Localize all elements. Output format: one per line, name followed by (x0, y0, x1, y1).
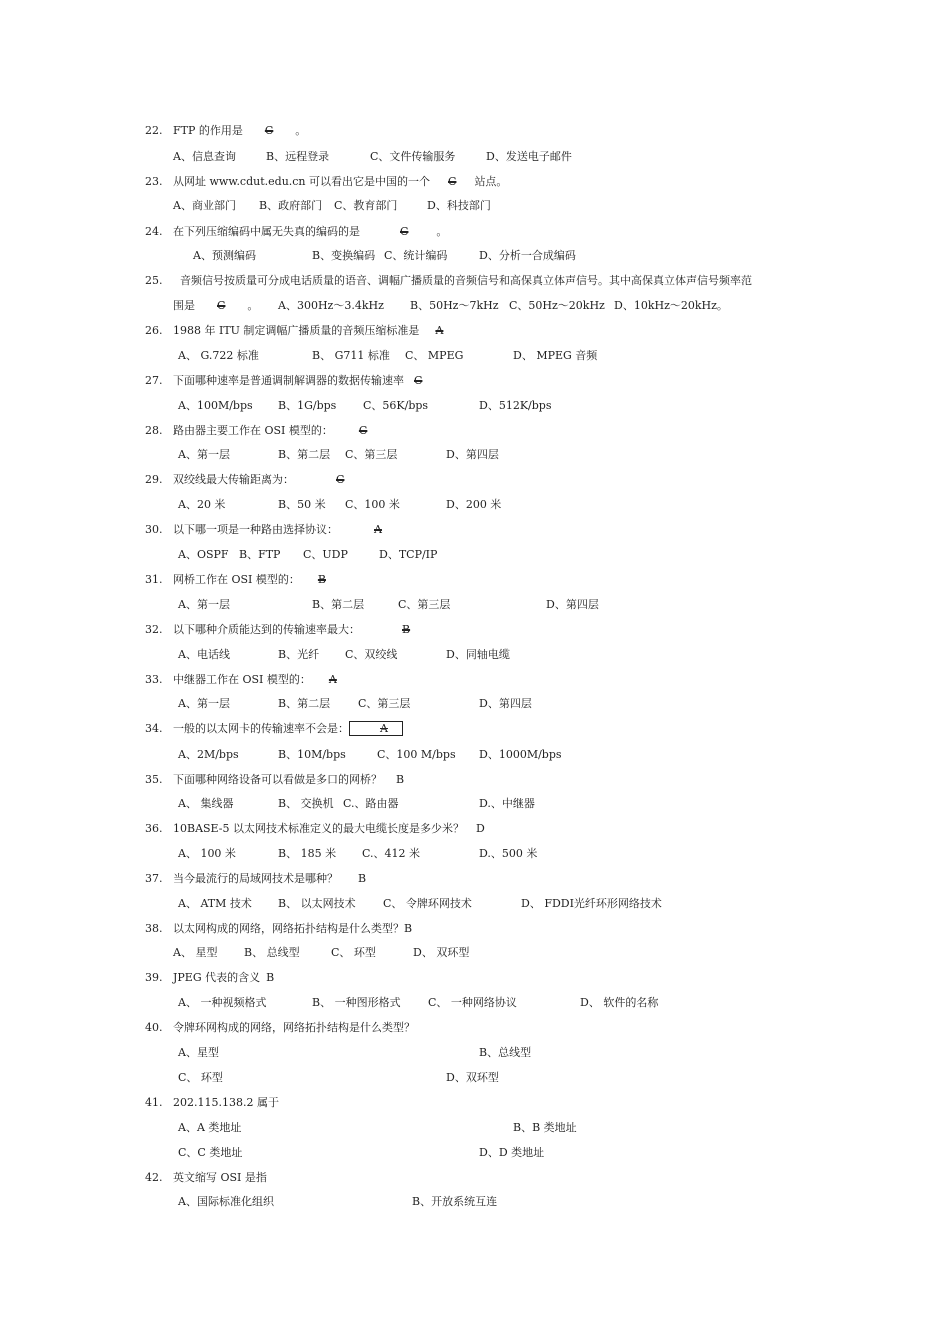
option-d: D、同轴电缆 (446, 648, 510, 661)
option-a: A、 G.722 标准 (178, 349, 259, 362)
question-number: 25. (145, 274, 163, 287)
question-number: 22. (145, 124, 163, 137)
stem-tail: 。 (247, 299, 259, 312)
option-c: C、100 M/bps (377, 748, 456, 761)
answer-mark: C (217, 299, 226, 312)
option-b: B、 以太网技术 (278, 897, 356, 910)
option-d: D.、中继器 (479, 797, 535, 810)
answer-box: A (349, 721, 403, 736)
stem-tail: 。 (436, 225, 448, 238)
option-b: B、政府部门 (259, 199, 323, 212)
option-a: A、第一层 (178, 697, 230, 710)
option-c: C、第三层 (398, 598, 451, 611)
stem-text: 下面哪种速率是普通调制解调器的数据传输速率 (173, 374, 404, 387)
option-d: D、200 米 (446, 498, 502, 511)
option-c: C、 令牌环网技术 (383, 897, 472, 910)
answer-mark: B (266, 971, 275, 984)
option-a: A、电话线 (178, 648, 230, 661)
option-d: D、D 类地址 (479, 1146, 545, 1159)
question-stem (173, 473, 364, 487)
option-b: B、B 类地址 (513, 1121, 577, 1134)
question-stem (173, 822, 485, 836)
option-d: D、512K/bps (479, 399, 552, 412)
stem-tail: 。 (295, 124, 307, 137)
answer-mark: B (358, 872, 367, 885)
option-a: A、第一层 (178, 598, 230, 611)
option-c: C.、412 米 (362, 847, 421, 860)
answer-mark: A (435, 324, 444, 337)
option-a: A、100M/bps (178, 399, 253, 412)
option-b: B、 总线型 (244, 946, 300, 959)
option-c: C、56K/bps (363, 399, 429, 412)
stem-text: 当今最流行的局域网技术是哪种？ (173, 872, 338, 885)
question-number: 23. (145, 175, 163, 188)
option-a: A、国际标准化组织 (178, 1195, 274, 1208)
option-b: B、FTP (239, 548, 281, 561)
stem-text: 下面哪种网络设备可以看做是多口的网桥？ (173, 773, 382, 786)
stem-text: 路由器主要工作在 OSI 模型的： (173, 424, 333, 437)
option-a: A、商业部门 (173, 199, 236, 212)
question-number: 41. (145, 1096, 163, 1109)
stem-text: 1988 年 ITU 制定调幅广播质量的音频压缩标准是 (173, 324, 420, 337)
option-d: D、科技部门 (427, 199, 491, 212)
option-d: D、 MPEG 音频 (513, 349, 598, 362)
option-a: A、300Hz～3.4kHz (278, 299, 384, 312)
stem-text: 从网址 www.cdut.edu.cn 可以看出它是中国的一个 (173, 175, 431, 188)
option-d: D、 FDDI光纤环形网络技术 (521, 897, 662, 910)
question-number: 32. (145, 623, 163, 636)
option-d: D、1000M/bps (479, 748, 562, 761)
question-number: 27. (145, 374, 163, 387)
option-b: B、1G/bps (278, 399, 337, 412)
option-b: B、10M/bps (278, 748, 346, 761)
option-c: C、C 类地址 (178, 1146, 243, 1159)
stem-text: 一般的以太网卡的传输速率不会是： (173, 722, 349, 735)
option-b: B、 185 米 (278, 847, 337, 860)
stem-text: 中继器工作在 OSI 模型的： (173, 673, 311, 686)
answer-mark: C (448, 175, 457, 188)
answer-mark: C (358, 424, 368, 437)
option-b: B、总线型 (479, 1046, 532, 1059)
option-a: A、预测编码 (193, 249, 256, 262)
question-stem (173, 573, 354, 587)
question-stem (173, 922, 412, 936)
question-number: 35. (145, 773, 163, 786)
answer-mark: C (336, 473, 345, 486)
option-c: C、 环型 (331, 946, 376, 959)
question-stem (173, 623, 428, 637)
question-number: 29. (145, 473, 163, 486)
option-b: B、开放系统互连 (412, 1195, 498, 1208)
option-b: B、变换编码 (312, 249, 376, 262)
stem-text: 围是 (173, 299, 195, 312)
option-c: C、50Hz～20kHz (509, 299, 605, 312)
question-stem (173, 124, 306, 138)
answer-mark: B (317, 573, 326, 586)
question-number: 31. (145, 573, 163, 586)
option-c: C.、路由器 (343, 797, 399, 810)
question-stem (173, 324, 573, 338)
question-number: 34. (145, 722, 163, 735)
question-stem (173, 673, 361, 687)
option-a: A、 一种视频格式 (178, 996, 267, 1009)
answer-mark: B (396, 773, 405, 786)
stem-text: 网桥工作在 OSI 模型的： (173, 573, 300, 586)
stem-text: 以太网构成的网络，网络拓扑结构是什么类型？ (173, 922, 404, 935)
question-number: 39. (145, 971, 163, 984)
option-d: D、TCP/IP (379, 548, 438, 561)
option-d: D、10kHz～20kHz。 (614, 299, 728, 312)
option-a: A、A 类地址 (178, 1121, 242, 1134)
option-b: B、50 米 (278, 498, 326, 511)
question-number: 36. (145, 822, 163, 835)
question-number: 28. (145, 424, 163, 437)
option-d: D、 双环型 (413, 946, 470, 959)
option-a: A、 星型 (173, 946, 218, 959)
option-a: A、OSPF (178, 548, 229, 561)
question-stem (173, 225, 447, 239)
question-number: 37. (145, 872, 163, 885)
stem-text: 以下哪一项是一种路由选择协议： (173, 523, 338, 536)
option-b: B、50Hz～7kHz (410, 299, 499, 312)
option-c: C、 一种网络协议 (428, 996, 517, 1009)
option-d: D、第四层 (446, 448, 499, 461)
option-c: C、 MPEG (405, 349, 464, 362)
question-stem (173, 971, 274, 985)
answer-mark: A (374, 523, 382, 536)
question-number: 26. (145, 324, 163, 337)
stem-tail: 站点。 (474, 175, 508, 188)
answer-mark: A (328, 673, 337, 686)
question-stem-cont (173, 299, 258, 313)
option-b: B、 一种图形格式 (312, 996, 401, 1009)
option-a: A、20 米 (178, 498, 226, 511)
option-c: C、双绞线 (345, 648, 398, 661)
question-number: 33. (145, 673, 163, 686)
stem-text: 10BASE-5 以太网技术标准定义的最大电缆长度是多少米？ (173, 822, 465, 835)
question-number: 30. (145, 523, 163, 536)
option-c: C、文件传输服务 (370, 150, 456, 163)
question-number: 38. (145, 922, 163, 935)
option-a: A、 ATM 技术 (178, 897, 252, 910)
option-c: C、教育部门 (334, 199, 398, 212)
option-d: D.、500 米 (479, 847, 538, 860)
option-c: C、统计编码 (384, 249, 448, 262)
question-22 (145, 124, 163, 138)
option-b: B、 交换机 (278, 797, 334, 810)
option-b: B、第二层 (278, 697, 331, 710)
option-b: B、第二层 (278, 448, 331, 461)
option-b: B、光纤 (278, 648, 320, 661)
question-number: 24. (145, 225, 163, 238)
question-stem (173, 722, 403, 736)
answer-mark: C (400, 225, 409, 238)
option-d: D、第四层 (546, 598, 599, 611)
answer-mark: C (264, 124, 274, 137)
option-c: C、第三层 (345, 448, 398, 461)
stem-text: JPEG 代表的含义 (173, 971, 261, 984)
stem-text: 以下哪种介质能达到的传输速率最大： (173, 623, 360, 636)
option-d: D、双环型 (446, 1071, 499, 1084)
question-stem (173, 523, 402, 537)
question-stem: 英文缩写 OSI 是指 (173, 1171, 267, 1184)
option-a: A、星型 (178, 1046, 219, 1059)
question-stem (173, 424, 387, 438)
option-d: D、发送电子邮件 (486, 150, 572, 163)
question-stem (173, 872, 366, 886)
option-c: C、UDP (303, 548, 348, 561)
option-c: C、第三层 (358, 697, 411, 710)
answer-mark: B (402, 623, 411, 636)
answer-mark: C (414, 374, 423, 387)
option-a: A、 100 米 (178, 847, 236, 860)
question-stem: 令牌环网构成的网络，网络拓扑结构是什么类型？ (173, 1021, 415, 1034)
question-stem: 音频信号按质量可分成电话质量的语音、调幅广播质量的音频信号和高保真立体声信号。其中高保真立体声信号频率范 (180, 274, 752, 287)
option-b: B、第二层 (312, 598, 365, 611)
stem-text: FTP 的作用是 (173, 124, 243, 137)
option-d: D、分析一合成编码 (479, 249, 576, 262)
option-a: A、信息查询 (173, 150, 236, 163)
question-number: 42. (145, 1171, 163, 1184)
option-a: A、第一层 (178, 448, 230, 461)
option-b: B、远程登录 (266, 150, 330, 163)
stem-text: 双绞线最大传输距离为： (173, 473, 294, 486)
option-c: C、100 米 (345, 498, 400, 511)
question-number: 40. (145, 1021, 163, 1034)
question-stem (173, 175, 507, 189)
option-a: A、2M/bps (178, 748, 239, 761)
option-c: C、 环型 (178, 1071, 223, 1084)
question-stem (173, 773, 404, 787)
option-a: A、 集线器 (178, 797, 234, 810)
answer-mark: B (404, 922, 413, 935)
answer-mark: D (476, 822, 485, 835)
option-d: D、 软件的名称 (580, 996, 659, 1009)
option-b: B、 G711 标准 (312, 349, 390, 362)
question-stem: 202.115.138.2 属于 (173, 1096, 279, 1109)
option-d: D、第四层 (479, 697, 532, 710)
stem-text: 在下列压缩编码中属无失真的编码的是 (173, 225, 360, 238)
question-stem (173, 374, 446, 388)
